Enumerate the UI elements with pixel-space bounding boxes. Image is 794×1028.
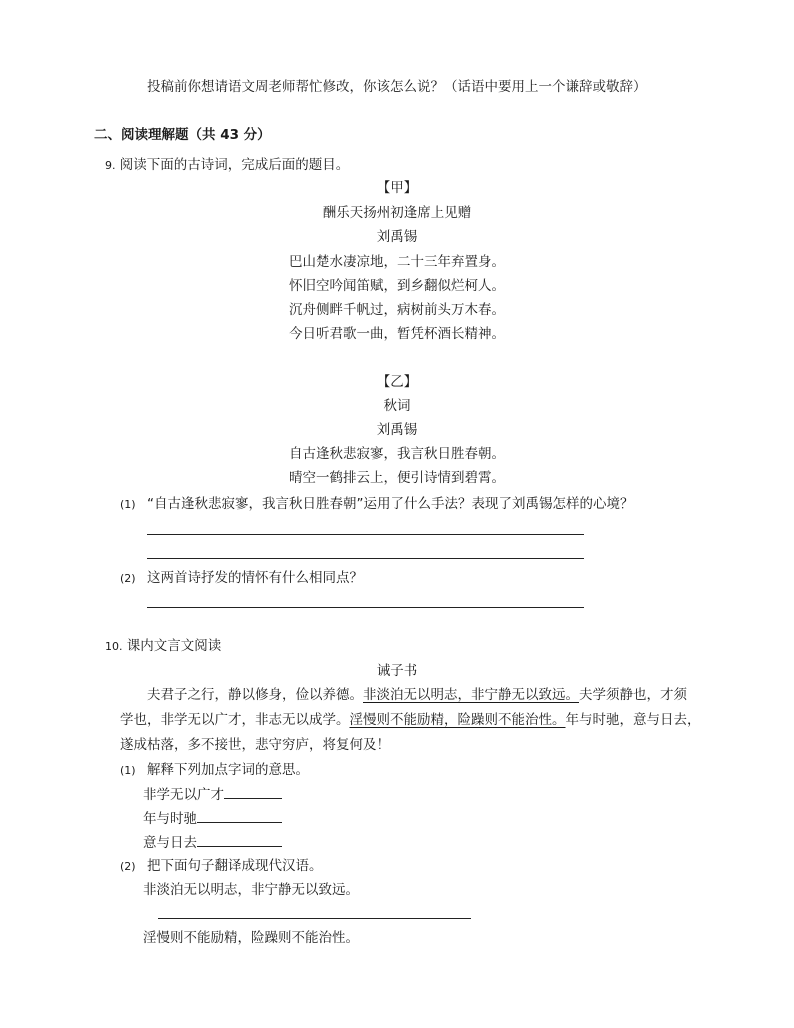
q9-sub2-number: (2): [120, 572, 136, 585]
answer-line[interactable]: [158, 918, 471, 919]
term-text: 非学无以广才: [143, 787, 224, 803]
passage-line-2: [120, 710, 701, 730]
poem-a-line: 沉舟侧畔千帆过，病树前头万木春。: [289, 302, 505, 318]
q10-sub2-text: 把下面句子翻译成现代汉语。: [147, 858, 323, 874]
term-text: 意与日去: [143, 835, 197, 851]
term-item: [143, 784, 282, 805]
q10-sub1-number: (1): [120, 764, 136, 777]
q9-sub1-number: (1): [120, 498, 136, 511]
q10-sub1-text: 解释下列加点字词的意思。: [147, 762, 309, 778]
section-heading: 二、阅读理解题（共 43 分）: [94, 127, 271, 143]
poem-b-line: 晴空一鹤排云上，便引诗情到碧霄。: [289, 470, 505, 486]
term-item: [143, 832, 282, 853]
q10-sub2-number: (2): [120, 860, 136, 873]
poem-b-line: 自古逢秋悲寂寥，我言秋日胜春朝。: [289, 446, 505, 462]
q10-header: [105, 636, 221, 657]
passage-title: 诫子书: [376, 663, 418, 679]
poem-a-line: 巴山楚水凄凉地，二十三年弃置身。: [289, 254, 505, 270]
term-item: [143, 808, 282, 829]
poem-a-line: 怀旧空吟闻笛赋，到乡翻似烂柯人。: [289, 278, 505, 294]
intro-question: 投稿前你想请语文周老师帮忙修改，你该怎么说？（话语中要用上一个谦辞或敬辞）: [147, 79, 647, 95]
underlined-sentence: 非淡泊无以明志，非宁静无以致远。: [363, 687, 579, 703]
answer-line[interactable]: [147, 534, 584, 535]
poem-b-author: 刘禹锡: [376, 422, 418, 438]
q9-sub2-text: 这两首诗抒发的情怀有什么相同点？: [147, 570, 363, 586]
poem-b-tag: 【乙】: [376, 374, 418, 390]
passage-text: 学也，非学无以广才，非志无以成学。: [120, 712, 350, 728]
translate-sentence-2: 淫慢则不能励精，险躁则不能治性。: [143, 930, 359, 946]
passage-line-3: 遂成枯落，多不接世，悲守穷庐，将复何及！: [120, 737, 390, 753]
translate-sentence-1: 非淡泊无以明志，非宁静无以致远。: [143, 882, 359, 898]
poem-b-title: 秋词: [383, 398, 411, 414]
fill-blank[interactable]: [197, 832, 282, 847]
answer-line[interactable]: [147, 607, 584, 608]
fill-blank[interactable]: [224, 784, 282, 799]
fill-blank[interactable]: [197, 808, 282, 823]
q10-number: 10.: [105, 640, 123, 653]
underlined-sentence: 淫慢则不能励精，险躁则不能治性。: [349, 712, 566, 728]
q9-header: [105, 155, 349, 176]
poem-a-author: 刘禹锡: [376, 229, 418, 245]
poem-a-line: 今日听君歌一曲，暂凭杯酒长精神。: [289, 326, 505, 342]
passage-text: 夫君子之行，静以修身，俭以养德。: [147, 687, 363, 703]
poem-a-tag: 【甲】: [376, 180, 418, 196]
passage-line-1: [147, 685, 687, 705]
term-text: 年与时驰: [143, 811, 197, 827]
answer-line[interactable]: [147, 558, 584, 559]
q10-instruction: 课内文言文阅读: [126, 638, 222, 654]
q9-sub1-text: “自古逢秋悲寂寥，我言秋日胜春朝”运用了什么手法？表现了刘禹锡怎样的心境？: [147, 496, 634, 512]
passage-text: 年与时驰，意与日去，: [565, 712, 701, 728]
q9-number: 9.: [105, 159, 116, 172]
poem-a-title: 酬乐天扬州初逢席上见赠: [322, 205, 472, 221]
q9-instruction: 阅读下面的古诗词，完成后面的题目。: [119, 157, 350, 173]
passage-text: 夫学须静也，才须: [579, 687, 687, 703]
